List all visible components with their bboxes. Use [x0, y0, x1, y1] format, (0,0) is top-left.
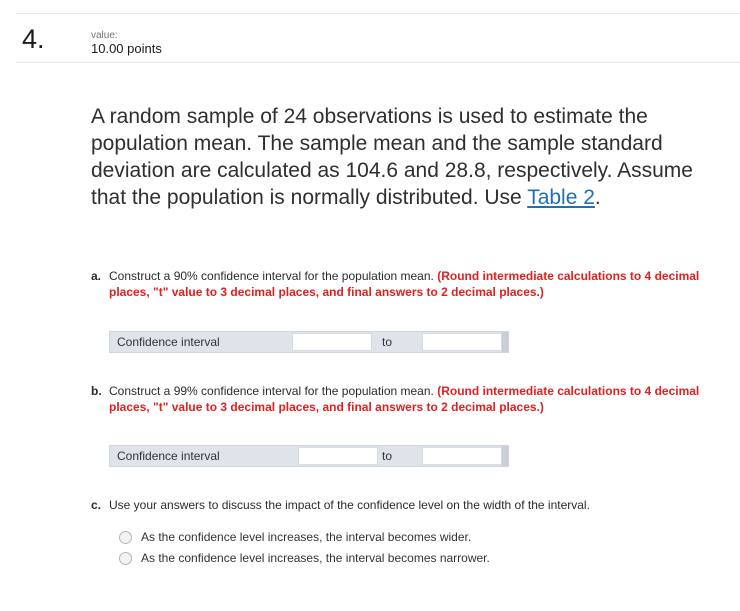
part-b-ci-row: [109, 445, 509, 467]
part-a-to-label: to: [382, 335, 393, 349]
header-divider: [16, 62, 740, 63]
value-label: value:: [91, 30, 118, 41]
option-wider-radio[interactable]: [119, 531, 132, 544]
part-a-row-end: [502, 332, 508, 352]
option-wider-label[interactable]: As the confidence level increases, the interval becomes wider.: [141, 530, 472, 544]
part-b-instruction: (Round intermediate calculations to 4 decimal places, "t" value to 3 decimal places, and final answers to 2 decimal places.): [109, 384, 700, 414]
part-c: [91, 497, 711, 513]
part-a-text: Construct a 90% confidence interval for the population mean.: [109, 269, 438, 283]
part-b-ci-label: Confidence interval: [117, 449, 220, 463]
part-b: [91, 383, 711, 415]
option-narrower-label[interactable]: As the confidence level increases, the interval becomes narrower.: [141, 551, 490, 565]
part-a-ci-label: Confidence interval: [117, 335, 220, 349]
part-a: [91, 268, 711, 300]
option-narrower-radio[interactable]: [119, 552, 132, 565]
part-c-text: Use your answers to discuss the impact of the confidence level on the width of the interval.: [109, 498, 590, 512]
part-a-upper-input[interactable]: [422, 333, 502, 351]
table-2-link[interactable]: Table 2: [527, 186, 595, 209]
part-b-upper-input[interactable]: [422, 447, 502, 465]
part-b-text: Construct a 99% confidence interval for the population mean.: [109, 384, 438, 398]
question-stem: [91, 103, 721, 211]
part-a-ci-row: [109, 331, 509, 353]
question-number: 4.: [22, 24, 45, 54]
part-b-row-end: [502, 446, 508, 466]
part-a-letter: a.: [91, 269, 102, 283]
points-value: 10.00 points: [91, 41, 162, 56]
stem-end: .: [594, 186, 601, 209]
top-divider: [16, 13, 740, 14]
part-b-lower-input[interactable]: [298, 447, 378, 465]
part-c-letter: c.: [91, 498, 102, 512]
stem-text: A random sample of 24 observations is used to estimate the population mean. The sample mean and the sample standard deviation are calculated as 104.6 and 28.8, respectively. Assume that the population is normally distributed. Use: [91, 105, 693, 209]
part-a-lower-input[interactable]: [292, 333, 372, 351]
part-b-letter: b.: [91, 384, 102, 398]
part-a-instruction: (Round intermediate calculations to 4 decimal places, "t" value to 3 decimal places, and final answers to 2 decimal places.): [109, 269, 700, 299]
part-b-to-label: to: [382, 449, 393, 463]
